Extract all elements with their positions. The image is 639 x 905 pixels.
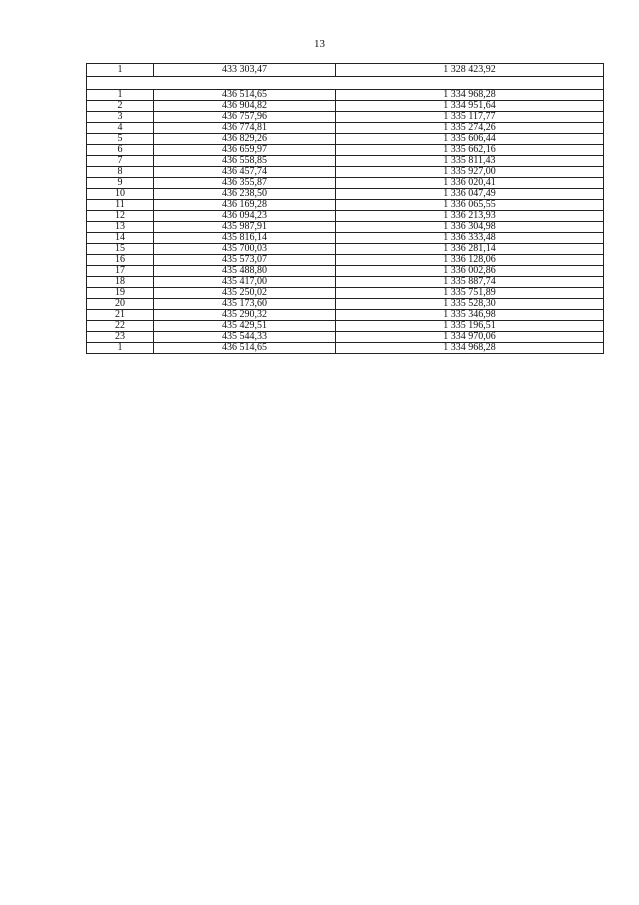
table-row bbox=[87, 123, 604, 134]
y-coordinate-cell: 1 336 213,93 bbox=[336, 211, 604, 222]
y-coordinate-cell: 1 335 662,16 bbox=[336, 145, 604, 156]
table-row bbox=[87, 266, 604, 277]
point-number-cell: 8 bbox=[87, 167, 154, 178]
table-row bbox=[87, 167, 604, 178]
table-row bbox=[87, 244, 604, 255]
table-row bbox=[87, 299, 604, 310]
table-row bbox=[87, 277, 604, 288]
x-coordinate-cell: 436 829,26 bbox=[154, 134, 336, 145]
x-coordinate-cell: 435 250,02 bbox=[154, 288, 336, 299]
point-number-cell: 1 bbox=[87, 64, 154, 77]
table-row bbox=[87, 112, 604, 123]
y-coordinate-cell: 1 335 606,44 bbox=[336, 134, 604, 145]
x-coordinate-cell: 436 238,50 bbox=[154, 189, 336, 200]
point-number-cell: 4 bbox=[87, 123, 154, 134]
point-number-cell: 21 bbox=[87, 310, 154, 321]
x-coordinate-cell: 435 816,14 bbox=[154, 233, 336, 244]
table-row bbox=[87, 156, 604, 167]
y-coordinate-cell: 1 335 811,43 bbox=[336, 156, 604, 167]
x-coordinate-cell: 436 094,23 bbox=[154, 211, 336, 222]
x-coordinate-cell: 436 757,96 bbox=[154, 112, 336, 123]
table-row bbox=[87, 101, 604, 112]
x-coordinate-cell: 435 429,51 bbox=[154, 321, 336, 332]
point-number-cell: 12 bbox=[87, 211, 154, 222]
x-coordinate-cell: 433 303,47 bbox=[154, 64, 336, 77]
x-coordinate-cell: 436 514,65 bbox=[154, 90, 336, 101]
y-coordinate-cell: 1 336 002,86 bbox=[336, 266, 604, 277]
x-coordinate-cell: 435 488,80 bbox=[154, 266, 336, 277]
y-coordinate-cell: 1 335 528,30 bbox=[336, 299, 604, 310]
point-number-cell: 22 bbox=[87, 321, 154, 332]
x-coordinate-cell: 435 987,91 bbox=[154, 222, 336, 233]
y-coordinate-cell: 1 335 117,77 bbox=[336, 112, 604, 123]
x-coordinate-cell: 435 573,07 bbox=[154, 255, 336, 266]
y-coordinate-cell: 1 336 281,14 bbox=[336, 244, 604, 255]
y-coordinate-cell: 1 335 751,89 bbox=[336, 288, 604, 299]
page-number: 13 bbox=[314, 38, 325, 50]
y-coordinate-cell: 1 334 968,28 bbox=[336, 90, 604, 101]
x-coordinate-cell: 436 558,85 bbox=[154, 156, 336, 167]
y-coordinate-cell: 1 335 887,74 bbox=[336, 277, 604, 288]
table-row bbox=[87, 145, 604, 156]
table-row bbox=[87, 222, 604, 233]
blank-separator-row bbox=[87, 77, 604, 90]
point-number-cell: 15 bbox=[87, 244, 154, 255]
table-row bbox=[87, 211, 604, 222]
point-number-cell: 16 bbox=[87, 255, 154, 266]
point-number-cell: 9 bbox=[87, 178, 154, 189]
point-number-cell: 13 bbox=[87, 222, 154, 233]
table-row bbox=[87, 233, 604, 244]
y-coordinate-cell: 1 335 196,51 bbox=[336, 321, 604, 332]
x-coordinate-cell: 435 173,60 bbox=[154, 299, 336, 310]
x-coordinate-cell: 435 544,33 bbox=[154, 332, 336, 343]
x-coordinate-cell: 436 904,82 bbox=[154, 101, 336, 112]
coordinates-table bbox=[86, 63, 604, 354]
y-coordinate-cell: 1 336 047,49 bbox=[336, 189, 604, 200]
point-number-cell: 3 bbox=[87, 112, 154, 123]
point-number-cell: 18 bbox=[87, 277, 154, 288]
point-number-cell: 2 bbox=[87, 101, 154, 112]
y-coordinate-cell: 1 336 020,41 bbox=[336, 178, 604, 189]
y-coordinate-cell: 1 328 423,92 bbox=[336, 64, 604, 77]
coordinates-table-body bbox=[87, 64, 604, 354]
blank-cell bbox=[87, 77, 604, 90]
table-row bbox=[87, 64, 604, 77]
table-row bbox=[87, 310, 604, 321]
y-coordinate-cell: 1 334 970,06 bbox=[336, 332, 604, 343]
y-coordinate-cell: 1 335 927,00 bbox=[336, 167, 604, 178]
table-row bbox=[87, 288, 604, 299]
table-row bbox=[87, 332, 604, 343]
point-number-cell: 7 bbox=[87, 156, 154, 167]
point-number-cell: 20 bbox=[87, 299, 154, 310]
point-number-cell: 1 bbox=[87, 343, 154, 354]
table-row bbox=[87, 90, 604, 101]
x-coordinate-cell: 436 659,97 bbox=[154, 145, 336, 156]
table-row bbox=[87, 178, 604, 189]
y-coordinate-cell: 1 336 333,48 bbox=[336, 233, 604, 244]
point-number-cell: 5 bbox=[87, 134, 154, 145]
table-row bbox=[87, 134, 604, 145]
x-coordinate-cell: 436 355,87 bbox=[154, 178, 336, 189]
point-number-cell: 10 bbox=[87, 189, 154, 200]
x-coordinate-cell: 436 774,81 bbox=[154, 123, 336, 134]
y-coordinate-cell: 1 334 968,28 bbox=[336, 343, 604, 354]
x-coordinate-cell: 436 169,28 bbox=[154, 200, 336, 211]
y-coordinate-cell: 1 334 951,64 bbox=[336, 101, 604, 112]
x-coordinate-cell: 435 417,00 bbox=[154, 277, 336, 288]
y-coordinate-cell: 1 336 304,98 bbox=[336, 222, 604, 233]
table-row bbox=[87, 255, 604, 266]
y-coordinate-cell: 1 335 274,26 bbox=[336, 123, 604, 134]
table-row bbox=[87, 321, 604, 332]
x-coordinate-cell: 436 514,65 bbox=[154, 343, 336, 354]
x-coordinate-cell: 435 290,32 bbox=[154, 310, 336, 321]
point-number-cell: 14 bbox=[87, 233, 154, 244]
y-coordinate-cell: 1 335 346,98 bbox=[336, 310, 604, 321]
table-row bbox=[87, 343, 604, 354]
x-coordinate-cell: 435 700,03 bbox=[154, 244, 336, 255]
point-number-cell: 11 bbox=[87, 200, 154, 211]
table-row bbox=[87, 189, 604, 200]
x-coordinate-cell: 436 457,74 bbox=[154, 167, 336, 178]
point-number-cell: 19 bbox=[87, 288, 154, 299]
y-coordinate-cell: 1 336 065,55 bbox=[336, 200, 604, 211]
y-coordinate-cell: 1 336 128,06 bbox=[336, 255, 604, 266]
table-row bbox=[87, 200, 604, 211]
point-number-cell: 17 bbox=[87, 266, 154, 277]
point-number-cell: 1 bbox=[87, 90, 154, 101]
point-number-cell: 6 bbox=[87, 145, 154, 156]
point-number-cell: 23 bbox=[87, 332, 154, 343]
